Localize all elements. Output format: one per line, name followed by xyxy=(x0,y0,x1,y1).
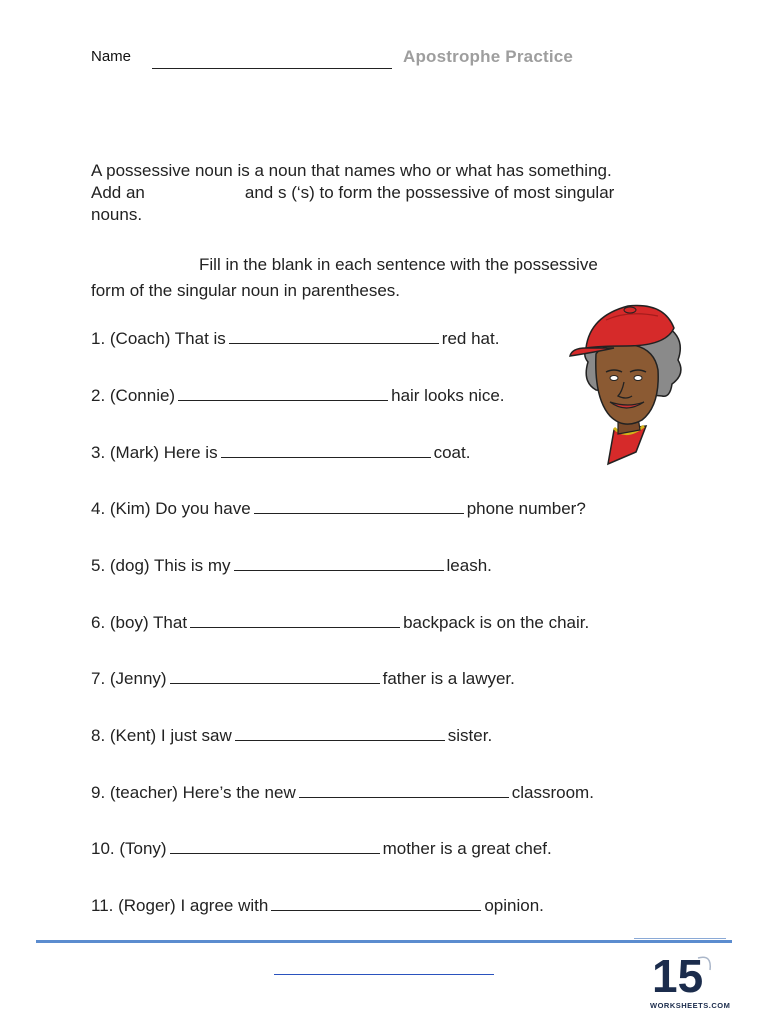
answer-blank-11[interactable] xyxy=(271,896,481,911)
intro-line-1: A possessive noun is a noun that names who or what has something. xyxy=(91,161,612,180)
answer-blank-4[interactable] xyxy=(254,499,464,514)
logo-number: 15 xyxy=(652,950,704,1002)
question-6-before: 6. (boy) That xyxy=(91,613,188,632)
question-1-after: red hat. xyxy=(441,329,500,348)
answer-blank-6[interactable] xyxy=(190,613,400,628)
name-label: Name xyxy=(91,48,132,65)
question-4-before: 4. (Kim) Do you have xyxy=(91,499,251,518)
question-9 xyxy=(91,783,594,803)
question-10 xyxy=(91,839,552,859)
15-worksheets-logo xyxy=(640,946,730,1012)
question-5-after: leash. xyxy=(446,556,492,575)
answer-blank-2[interactable] xyxy=(178,386,388,401)
question-4 xyxy=(91,499,586,519)
question-2-after: hair looks nice. xyxy=(391,386,505,405)
question-1 xyxy=(91,329,499,349)
logo-text: WORKSHEETS.COM xyxy=(650,1001,730,1010)
question-7-after: father is a lawyer. xyxy=(382,669,515,688)
answer-blank-7[interactable] xyxy=(170,669,380,684)
question-8 xyxy=(91,726,492,746)
answer-blank-3[interactable] xyxy=(221,443,431,458)
question-11-before: 11. (Roger) I agree with xyxy=(91,896,269,915)
answer-blank-8[interactable] xyxy=(235,726,445,741)
intro-line-2 xyxy=(91,182,691,204)
question-2-before: 2. (Connie) xyxy=(91,386,176,405)
question-2 xyxy=(91,386,505,406)
question-10-after: mother is a great chef. xyxy=(382,839,552,858)
instructions-text-1: Fill in the blank in each sentence with the possessive xyxy=(199,255,598,274)
question-1-before: 1. (Coach) That is xyxy=(91,329,226,348)
intro-line-2-start: Add an xyxy=(91,183,145,202)
question-3-before: 3. (Mark) Here is xyxy=(91,443,218,462)
footer-divider-accent xyxy=(634,938,726,939)
worksheet-title: Apostrophe Practice xyxy=(403,47,574,66)
question-9-before: 9. (teacher) Here’s the new xyxy=(91,783,296,802)
question-4-after: phone number? xyxy=(466,499,586,518)
question-10-before: 10. (Tony) xyxy=(91,839,167,858)
answer-blank-9[interactable] xyxy=(299,783,509,798)
question-3 xyxy=(91,443,470,463)
question-7 xyxy=(91,669,515,689)
question-5 xyxy=(91,556,492,576)
question-8-before: 8. (Kent) I just saw xyxy=(91,726,232,745)
question-3-after: coat. xyxy=(433,443,471,462)
answer-blank-10[interactable] xyxy=(170,839,380,854)
question-11 xyxy=(91,896,544,916)
woman-in-red-cap-illustration xyxy=(566,298,688,470)
question-9-after: classroom. xyxy=(511,783,594,802)
footer-divider xyxy=(36,940,732,943)
question-7-before: 7. (Jenny) xyxy=(91,669,167,688)
question-6 xyxy=(91,613,589,633)
name-field-line[interactable] xyxy=(152,68,392,69)
answer-blank-5[interactable] xyxy=(234,556,444,571)
question-6-after: backpack is on the chair. xyxy=(403,613,590,632)
question-5-before: 5. (dog) This is my xyxy=(91,556,231,575)
question-8-after: sister. xyxy=(447,726,493,745)
answer-blank-1[interactable] xyxy=(229,329,439,344)
question-11-after: opinion. xyxy=(484,896,544,915)
instructions-line-2: form of the singular noun in parentheses. xyxy=(91,281,401,300)
intro-paragraph xyxy=(91,160,691,226)
instructions xyxy=(91,252,691,304)
intro-line-3: nouns. xyxy=(91,205,143,224)
footer-link-line[interactable] xyxy=(274,974,494,975)
intro-line-2-end: and s (‘s) to form the possessive of most singular xyxy=(244,183,615,202)
instructions-line-1 xyxy=(91,252,691,278)
